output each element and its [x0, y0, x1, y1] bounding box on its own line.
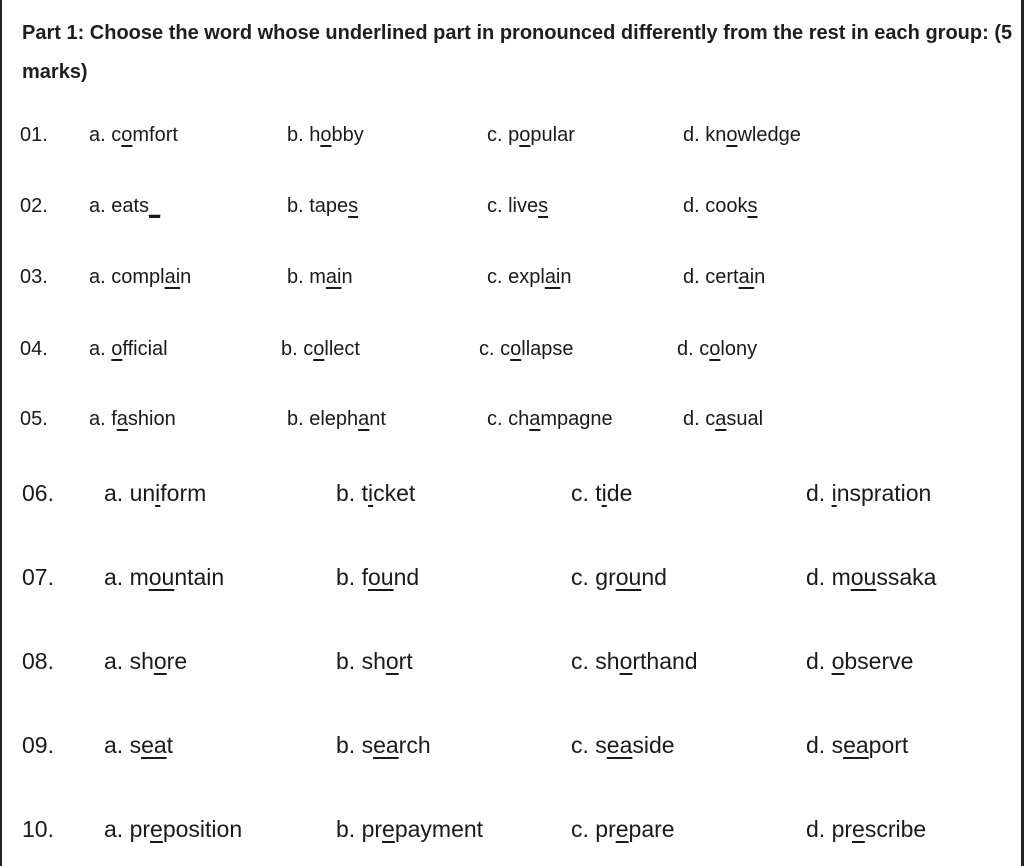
- option-suffix: llect: [324, 338, 360, 360]
- answer-option: [571, 480, 632, 507]
- option-prefix: d. cook: [683, 195, 748, 217]
- underlined-part: ai: [325, 266, 342, 288]
- answer-option: [487, 195, 548, 218]
- answer-option: [281, 338, 360, 361]
- answer-option: [104, 732, 173, 759]
- option-suffix: form: [160, 480, 207, 506]
- option-prefix: c. t: [571, 480, 602, 506]
- answer-option: [287, 124, 364, 147]
- option-prefix: b. eleph: [287, 408, 359, 430]
- option-prefix: a. un: [104, 480, 156, 506]
- option-suffix: nt: [369, 408, 386, 430]
- underlined-part: s: [747, 195, 758, 217]
- option-prefix: b. s: [336, 732, 374, 758]
- answer-option: [89, 195, 160, 218]
- option-prefix: d. c: [677, 338, 710, 360]
- underlined-part: o: [519, 124, 531, 146]
- option-prefix: a. pr: [104, 816, 151, 842]
- answer-option: [487, 408, 613, 431]
- underlined-part: o: [385, 648, 399, 674]
- answer-option: [806, 480, 931, 507]
- answer-option: [336, 480, 415, 507]
- underlined-part: a: [715, 408, 727, 430]
- underlined-part: ea: [373, 732, 399, 758]
- option-prefix: b. h: [287, 124, 321, 146]
- option-suffix: position: [162, 816, 243, 842]
- underlined-part: o: [726, 124, 738, 146]
- option-suffix: nspration: [836, 480, 932, 506]
- option-suffix: payment: [394, 816, 484, 842]
- answer-option: [287, 266, 353, 289]
- answer-option: [89, 266, 191, 289]
- option-suffix: rthand: [632, 648, 698, 674]
- option-prefix: b. f: [336, 564, 368, 590]
- underlined-part: ou: [615, 564, 642, 590]
- answer-option: [89, 124, 178, 147]
- option-suffix: scribe: [864, 816, 927, 842]
- answer-option: [104, 480, 206, 507]
- option-prefix: d. cert: [683, 266, 739, 288]
- underlined-part: s: [538, 195, 549, 217]
- option-suffix: port: [868, 732, 909, 758]
- option-prefix: b. c: [281, 338, 314, 360]
- underlined-part: o: [320, 124, 332, 146]
- answer-option: [683, 266, 765, 289]
- option-suffix: ntain: [174, 564, 225, 590]
- option-prefix: a. sh: [104, 648, 154, 674]
- option-suffix: bby: [331, 124, 364, 146]
- option-suffix: cket: [373, 480, 416, 506]
- option-prefix: a.: [89, 338, 112, 360]
- option-suffix: nd: [393, 564, 420, 590]
- question-number: 09.: [22, 732, 54, 758]
- option-prefix: d.: [806, 648, 832, 674]
- answer-option: [336, 564, 419, 591]
- underlined-part: a: [529, 408, 541, 430]
- option-prefix: a. c: [89, 124, 122, 146]
- answer-option: [479, 338, 574, 361]
- option-prefix: b. sh: [336, 648, 386, 674]
- answer-option: [487, 266, 572, 289]
- option-prefix: c. expl: [487, 266, 545, 288]
- option-prefix: d.: [806, 480, 832, 506]
- underlined-part: a: [116, 408, 128, 430]
- option-suffix: pular: [530, 124, 575, 146]
- question-number: 07.: [22, 564, 54, 590]
- underlined-part: e: [382, 816, 395, 842]
- question-number: 05.: [20, 408, 48, 430]
- exercise-title: Part 1: Choose the word whose underlined part in pronounced differently from the rest in each group: (5 marks): [22, 22, 1013, 83]
- option-prefix: c. gr: [571, 564, 616, 590]
- option-prefix: a. m: [104, 564, 149, 590]
- question-number: 02.: [20, 195, 48, 217]
- option-suffix: ssaka: [876, 564, 937, 590]
- option-suffix: nd: [641, 564, 667, 590]
- answer-option: [683, 195, 757, 218]
- answer-option: [571, 732, 675, 759]
- option-suffix: side: [632, 732, 675, 758]
- question-number: 06.: [22, 480, 54, 506]
- underlined-part: o: [619, 648, 633, 674]
- option-suffix: mpagne: [540, 408, 613, 430]
- answer-option: [806, 564, 936, 591]
- underlined-part: ou: [148, 564, 175, 590]
- question-number: 04.: [20, 338, 48, 360]
- option-prefix: d. s: [806, 732, 844, 758]
- option-prefix: b. pr: [336, 816, 383, 842]
- option-suffix: rt: [398, 648, 413, 674]
- option-suffix: wledge: [737, 124, 801, 146]
- answer-option: [104, 564, 224, 591]
- underlined-part: i: [367, 480, 374, 506]
- option-prefix: d. pr: [806, 816, 853, 842]
- underlined-part: _: [149, 195, 161, 217]
- underlined-part: i: [601, 480, 607, 506]
- option-suffix: n: [180, 266, 192, 288]
- underlined-part: e: [615, 816, 629, 842]
- option-prefix: c. sh: [571, 648, 620, 674]
- option-suffix: rch: [398, 732, 431, 758]
- answer-option: [677, 338, 757, 361]
- underlined-part: e: [150, 816, 163, 842]
- underlined-part: e: [852, 816, 865, 842]
- option-suffix: lony: [720, 338, 758, 360]
- answer-option: [336, 648, 413, 675]
- answer-option: [287, 408, 386, 431]
- option-prefix: d. c: [683, 408, 716, 430]
- option-suffix: n: [341, 266, 353, 288]
- option-suffix: re: [166, 648, 188, 674]
- answer-option: [336, 816, 483, 843]
- underlined-part: o: [709, 338, 721, 360]
- option-prefix: c. c: [479, 338, 511, 360]
- option-suffix: pare: [628, 816, 675, 842]
- question-number: 08.: [22, 648, 54, 674]
- answer-option: [104, 816, 242, 843]
- underlined-part: ou: [850, 564, 877, 590]
- underlined-part: a: [358, 408, 370, 430]
- option-prefix: a. f: [89, 408, 117, 430]
- option-suffix: mfort: [132, 124, 178, 146]
- answer-option: [806, 732, 908, 759]
- answer-option: [571, 648, 698, 675]
- option-suffix: n: [754, 266, 766, 288]
- underlined-part: ai: [544, 266, 561, 288]
- option-suffix: shion: [127, 408, 176, 430]
- option-suffix: bserve: [844, 648, 914, 674]
- option-suffix: fficial: [122, 338, 168, 360]
- underlined-part: ou: [367, 564, 394, 590]
- underlined-part: ai: [164, 266, 181, 288]
- option-prefix: a. compl: [89, 266, 165, 288]
- underlined-part: ai: [738, 266, 755, 288]
- answer-option: [89, 338, 168, 361]
- answer-option: [89, 408, 176, 431]
- underlined-part: o: [510, 338, 522, 360]
- underlined-part: o: [121, 124, 133, 146]
- answer-option: [487, 124, 575, 147]
- answer-option: [571, 816, 675, 843]
- underlined-part: i: [155, 480, 161, 506]
- option-suffix: t: [166, 732, 174, 758]
- answer-option: [104, 648, 187, 675]
- option-suffix: sual: [726, 408, 764, 430]
- question-number: 01.: [20, 124, 48, 146]
- option-prefix: d. m: [806, 564, 851, 590]
- underlined-part: o: [313, 338, 325, 360]
- left-border: [0, 0, 2, 866]
- option-suffix: n: [560, 266, 572, 288]
- underlined-part: ea: [141, 732, 167, 758]
- underlined-part: o: [153, 648, 167, 674]
- option-prefix: a. eats: [89, 195, 150, 217]
- underlined-part: ea: [843, 732, 869, 758]
- underlined-part: o: [831, 648, 845, 674]
- underlined-part: i: [831, 480, 837, 506]
- option-prefix: c. s: [571, 732, 607, 758]
- underlined-part: ea: [606, 732, 633, 758]
- option-prefix: b. tape: [287, 195, 349, 217]
- option-prefix: d. kn: [683, 124, 727, 146]
- question-number: 03.: [20, 266, 48, 288]
- answer-option: [683, 408, 763, 431]
- answer-option: [571, 564, 667, 591]
- answer-option: [806, 816, 926, 843]
- option-prefix: c. ch: [487, 408, 530, 430]
- question-number: 10.: [22, 816, 54, 842]
- option-prefix: c. p: [487, 124, 520, 146]
- answer-option: [683, 124, 801, 147]
- underlined-part: s: [348, 195, 359, 217]
- underlined-part: o: [111, 338, 123, 360]
- option-prefix: c. live: [487, 195, 539, 217]
- option-prefix: c. pr: [571, 816, 616, 842]
- option-suffix: llapse: [521, 338, 574, 360]
- option-prefix: b. m: [287, 266, 326, 288]
- option-suffix: de: [606, 480, 633, 506]
- option-prefix: a. s: [104, 732, 142, 758]
- answer-option: [336, 732, 431, 759]
- answer-option: [806, 648, 913, 675]
- option-prefix: b. t: [336, 480, 368, 506]
- answer-option: [287, 195, 358, 218]
